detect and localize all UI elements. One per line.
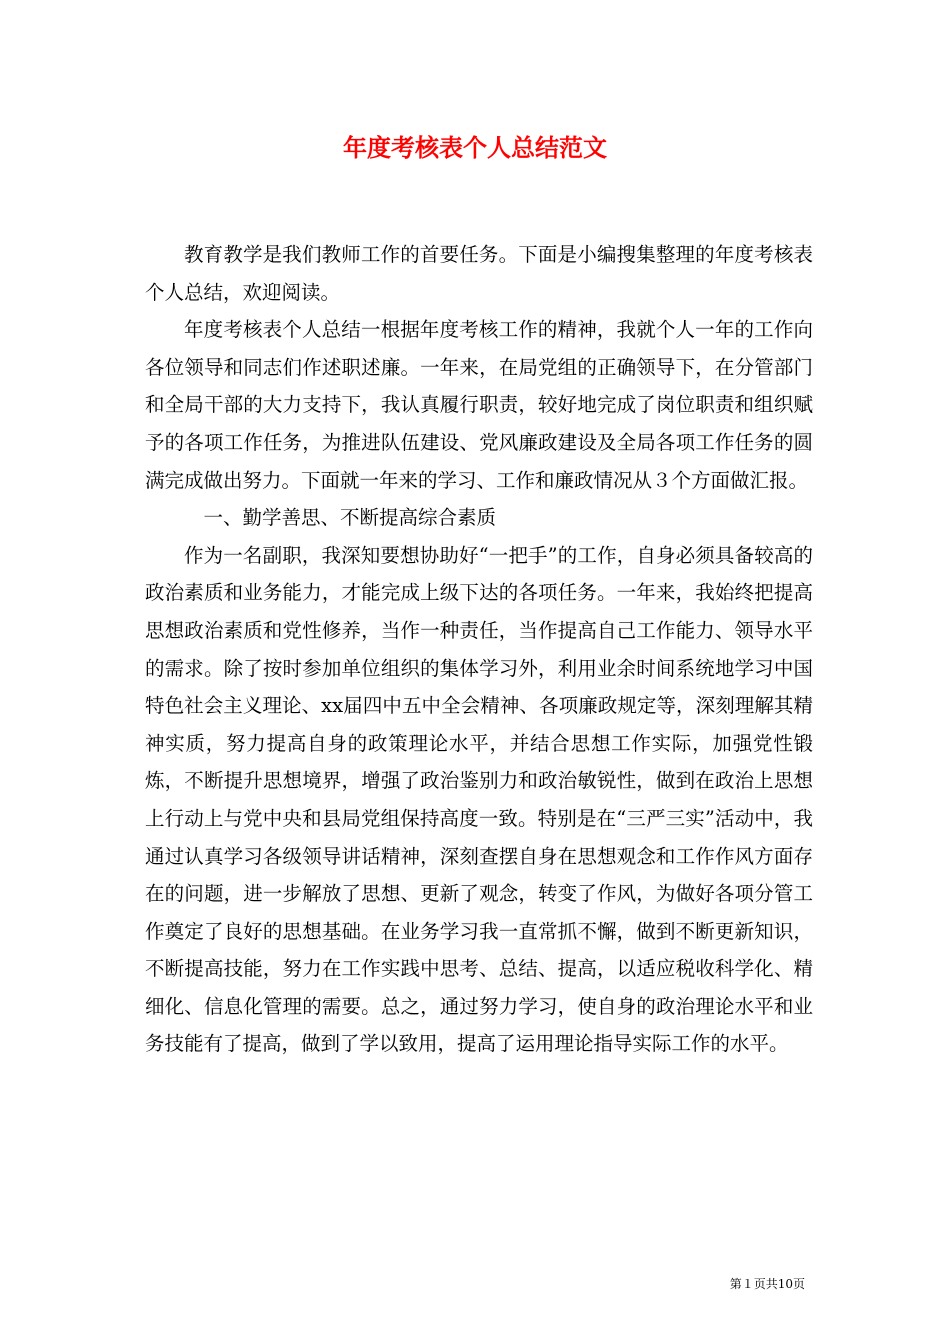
document-body bbox=[145, 236, 813, 1063]
page-number-footer: 第１页共10页 bbox=[729, 1277, 805, 1291]
document-title: 年度考核表个人总结范文 bbox=[343, 133, 607, 162]
summary-paragraph: 年度考核表个人总结一根据年度考核工作的精神，我就个人一年的工作向各位领导和同志们作述职述廉。一年来，在局党组的正确领导下，在分管部门和全局干部的大力支持下，我认真履行职责，较好地完成了岗位职责和组织赋予的各项工作任务，为推进队伍建设、党风廉政建设及全局各项工作任务的圆满完成做出努力。下面就一年来的学习、工作和廉政情况从３个方面做汇报。 bbox=[145, 318, 813, 492]
intro-paragraph: 教育教学是我们教师工作的首要任务。下面是小编搜集整理的年度考核表个人总结，欢迎阅读。 bbox=[145, 243, 813, 304]
section-heading: 一、勤学善思、不断提高综合素质 bbox=[203, 506, 497, 530]
section-paragraph: 作为一名副职，我深知要想协助好“一把手”的工作，自身必须具备较高的政治素质和业务能力，才能完成上级下达的各项任务。一年来，我始终把提高思想政治素质和党性修养，当作一种责任，当作提高自己工作能力、领导水平的需求。除了按时参加单位组织的集体学习外，利用业余时间系统地学习中国特色社会主义理论、xx届四中五中全会精神、各项廉政规定等，深刻理解其精神实质，努力提高自身的政策理论水平，并结合思想工作实际，加强党性锻炼，不断提升思想境界，增强了政治鉴别力和政治敏锐性，做到在政治上思想上行动上与党中央和县局党组保持高度一致。特别是在“三严三实”活动中，我通过认真学习各级领导讲话精神，深刻查摆自身在思想观念和工作作风方面存在的问题，进一步解放了思想、更新了观念，转变了作风，为做好各项分管工作奠定了良好的思想基础。在业务学习我一直常抓不懈，做到不断更新知识，不断提高技能，努力在工作实践中思考、总结、提高，以适应税收科学化、精细化、信息化管理的需要。总之，通过努力学习，使自身的政治理论水平和业务技能有了提高，做到了学以致用，提高了运用理论指导实际工作的水平。 bbox=[145, 543, 813, 1056]
